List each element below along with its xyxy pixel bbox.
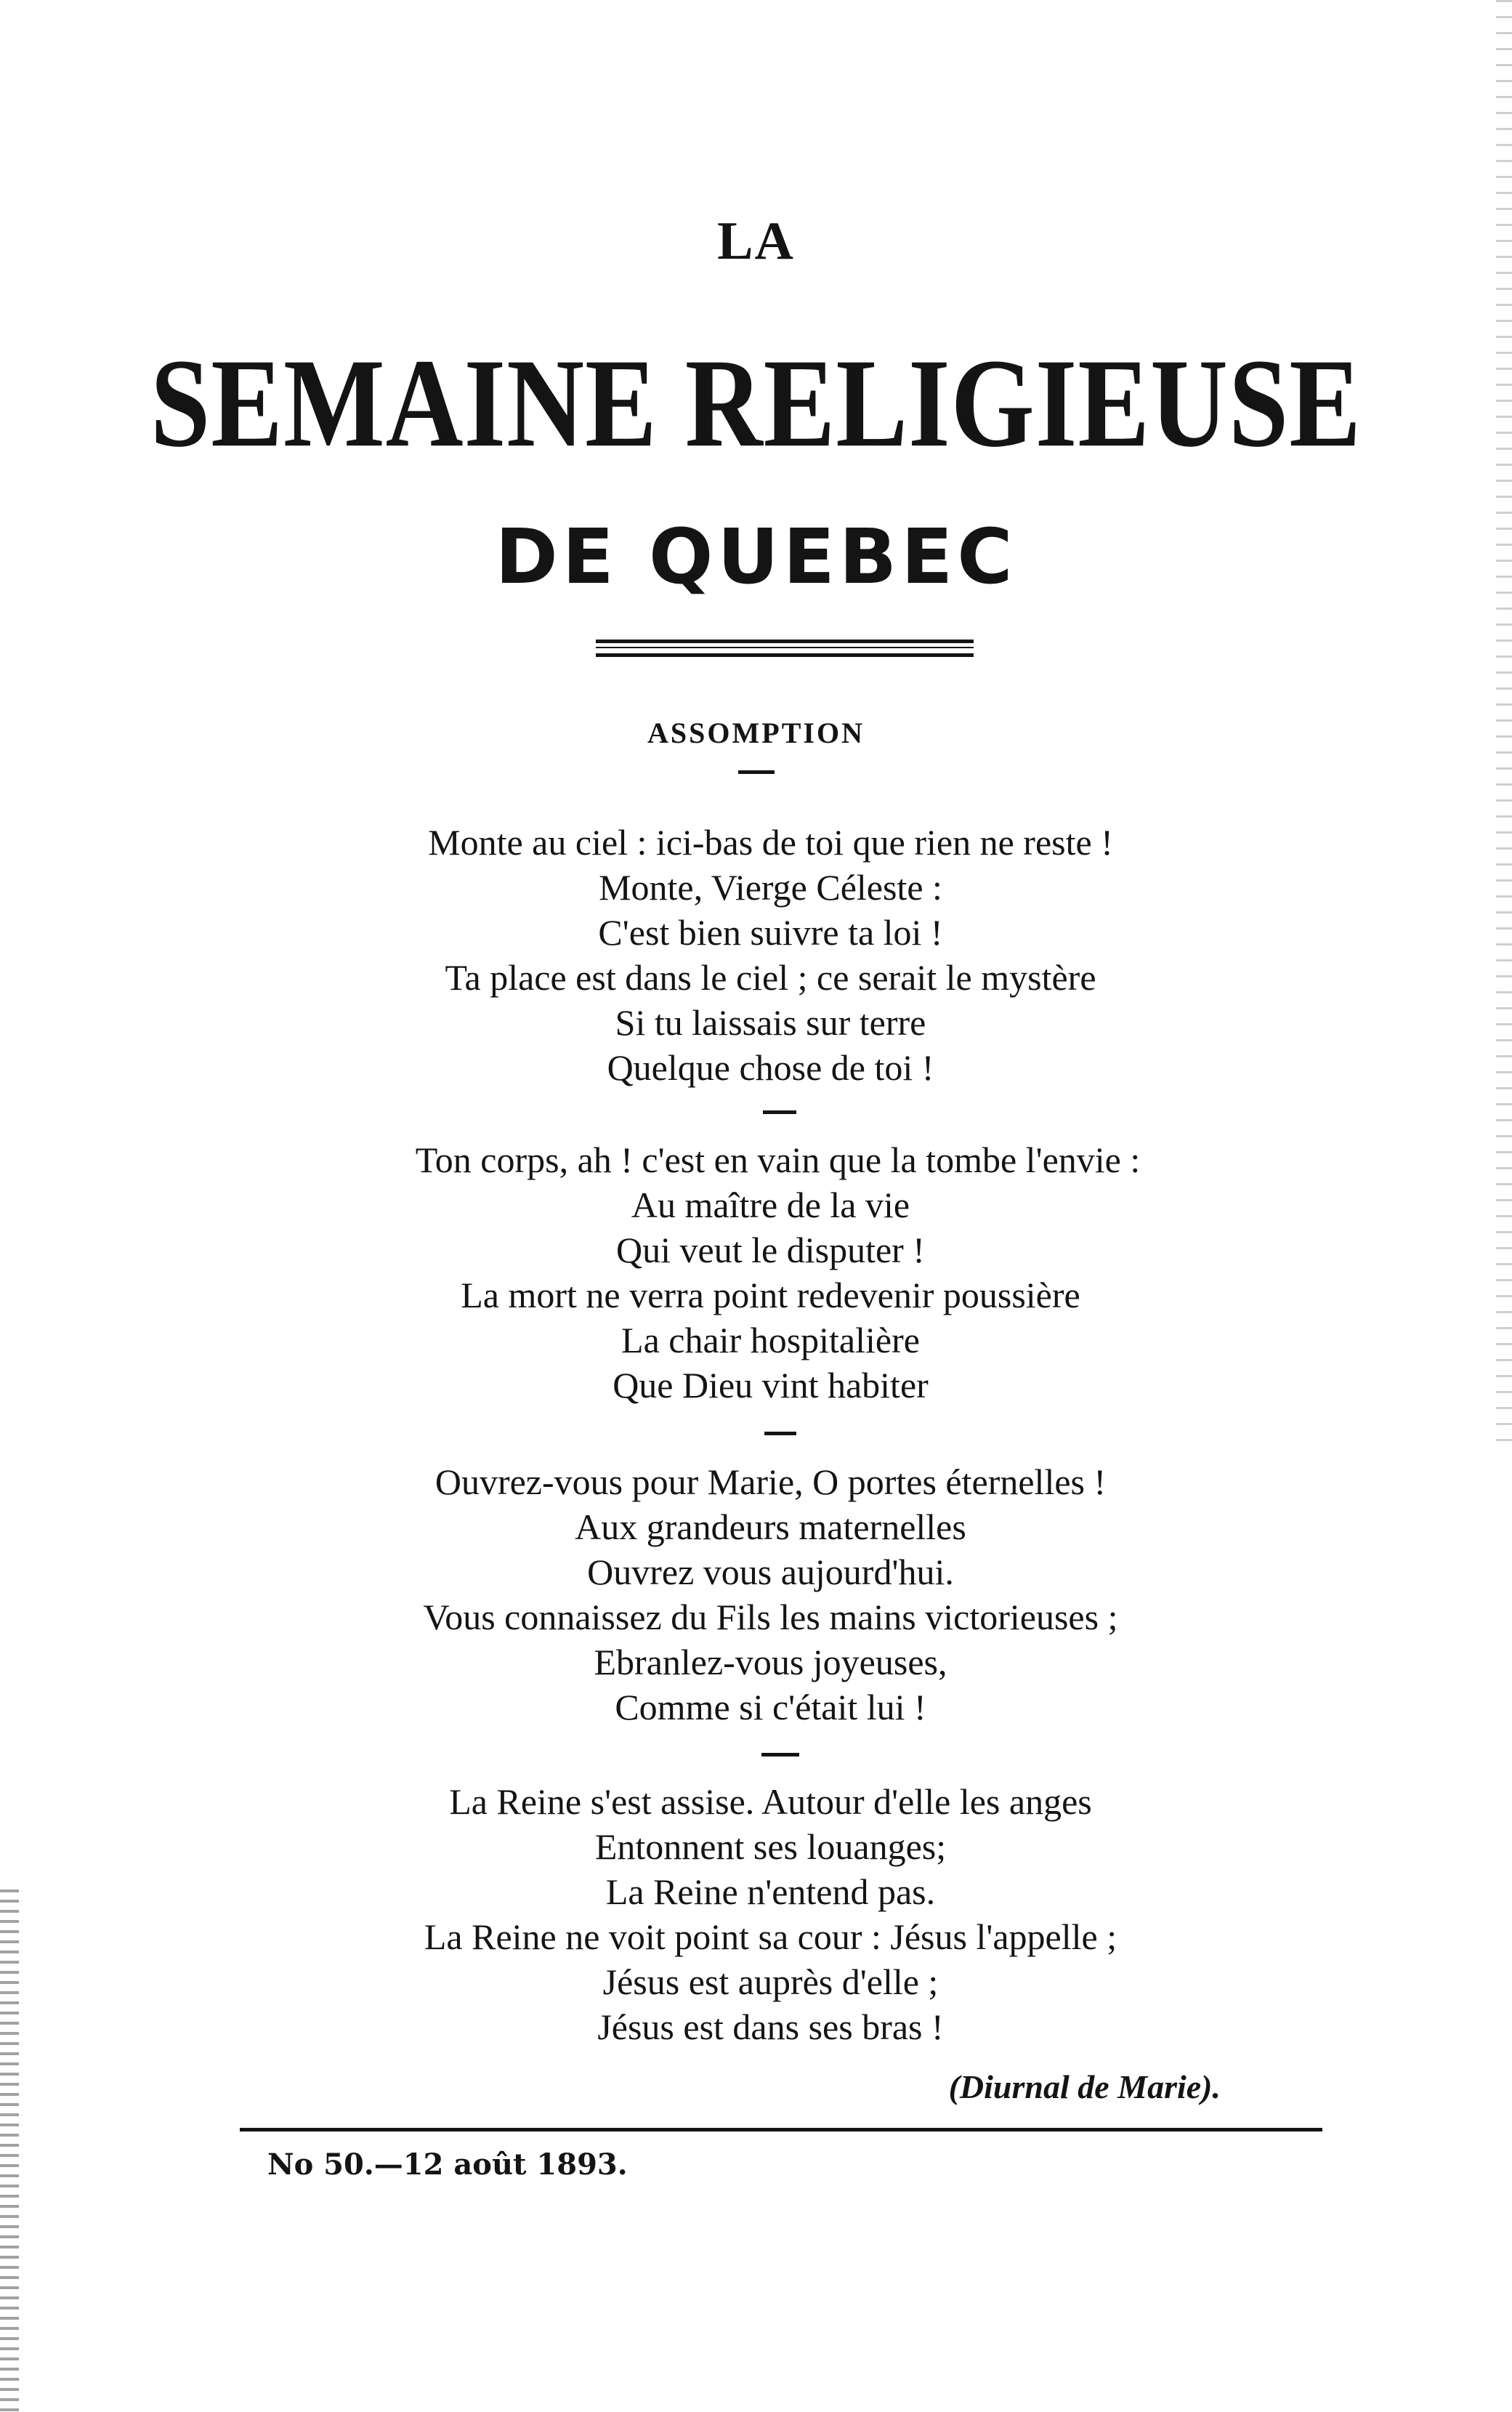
stanza-1-line-4: Ta place est dans le ciel ; ce serait le mystère — [445, 957, 1096, 998]
stanza-4-line-1: La Reine s'est assise. Autour d'elle les anges — [449, 1781, 1092, 1822]
stanza-4-line-4: La Reine ne voit point sa cour : Jésus l'appelle ; — [424, 1916, 1117, 1957]
stanza-3-line-5: Ebranlez-vous joyeuses, — [594, 1642, 947, 1682]
stanza-1-line-6: Quelque chose de toi ! — [607, 1047, 934, 1088]
stanza-1 — [0, 820, 1512, 1090]
title-dash — [738, 770, 775, 774]
stanza-3-line-6: Comme si c'était lui ! — [615, 1687, 926, 1727]
stanza-4-line-6: Jésus est dans ses bras ! — [597, 2006, 944, 2047]
masthead-double-rule — [596, 640, 974, 657]
stanza-2 — [0, 1137, 1512, 1408]
poem-attribution: (Diurnal de Marie). — [948, 2068, 1221, 2105]
stanza-2-line-4: La mort ne verra point redevenir poussière — [461, 1275, 1080, 1315]
masthead-subtitle: DE QUEBEC — [495, 512, 1017, 601]
stanza-divider — [764, 1432, 796, 1435]
stanza-3-line-2: Aux grandeurs maternelles — [575, 1507, 966, 1547]
stanza-2-line-1: Ton corps, ah ! c'est en vain que la tombe l'envie : — [415, 1140, 1141, 1180]
stanza-3-line-1: Ouvrez-vous pour Marie, O portes éternelles ! — [434, 1461, 1107, 1502]
masthead-article: LA — [717, 211, 795, 271]
stanza-1-line-1: Monte au ciel : ici-bas de toi que rien ne reste ! — [428, 822, 1113, 863]
stanza-1-line-5: Si tu laissais sur terre — [615, 1002, 926, 1043]
stanza-4-line-5: Jésus est auprès d'elle ; — [602, 1961, 939, 2002]
stanza-2-line-6: Que Dieu vint habiter — [613, 1365, 929, 1405]
masthead-title: SEMAINE RELIGIEUSE — [150, 333, 1362, 475]
stanza-4-line-2: Entonnent ses louanges; — [594, 1826, 947, 1867]
stanza-1-line-3: C'est bien suivre ta loi ! — [598, 912, 943, 953]
footer-rule — [240, 2128, 1322, 2131]
stanza-3-line-3: Ouvrez vous aujourd'hui. — [587, 1552, 954, 1592]
poem-title: ASSOMPTION — [647, 717, 865, 749]
stanza-4 — [0, 1779, 1512, 2049]
stanza-1-line-2: Monte, Vierge Céleste : — [599, 867, 942, 908]
stanza-3-line-4: Vous connaissez du Fils les mains victorieuses ; — [423, 1597, 1118, 1637]
stanza-divider — [761, 1753, 799, 1756]
stanza-4-line-3: La Reine n'entend pas. — [605, 1871, 936, 1912]
stanza-3 — [0, 1459, 1512, 1730]
issue-number-date: No 50.—12 août 1893. — [267, 2147, 628, 2182]
stanza-2-line-3: Qui veut le disputer ! — [616, 1230, 925, 1270]
stanza-2-line-2: Au maître de la vie — [631, 1185, 910, 1225]
stanza-divider — [763, 1110, 796, 1114]
stanza-2-line-5: La chair hospitalière — [621, 1320, 920, 1360]
